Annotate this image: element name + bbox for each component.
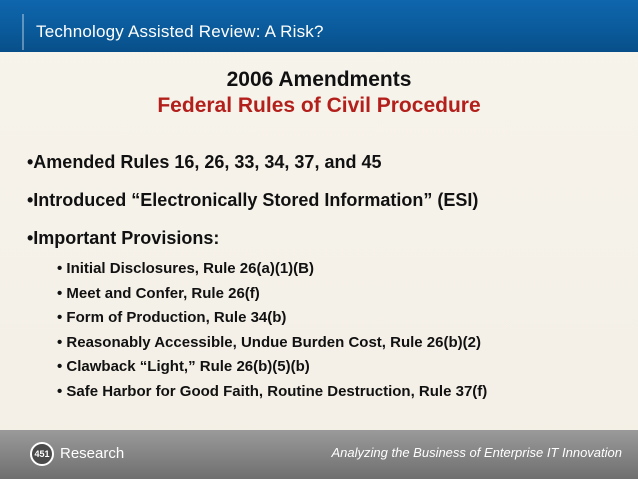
bullet-amended-rules: •Amended Rules 16, 26, 33, 34, 37, and 45	[27, 152, 382, 172]
provision-item: • Safe Harbor for Good Faith, Routine Destruction, Rule 37(f)	[57, 382, 488, 400]
slide-footer-bar	[0, 430, 638, 479]
slide-header-bar	[0, 0, 638, 52]
headline-amendments: 2006 Amendments	[226, 68, 412, 91]
headline-frcp: Federal Rules of Civil Procedure	[157, 94, 481, 117]
provision-item: • Reasonably Accessible, Undue Burden Cost, Rule 26(b)(2)	[57, 333, 481, 351]
header-divider	[22, 14, 24, 50]
provision-item: • Initial Disclosures, Rule 26(a)(1)(B)	[57, 260, 314, 277]
logo-text: Research	[60, 445, 125, 462]
bullet-important-provisions: •Important Provisions:	[27, 228, 220, 248]
provision-list	[27, 258, 627, 406]
slide-title: Technology Assisted Review: A Risk?	[36, 22, 324, 41]
provision-item: • Clawback “Light,” Rule 26(b)(5)(b)	[57, 358, 310, 376]
provision-item: • Form of Production, Rule 34(b)	[57, 309, 287, 327]
logo-badge-icon: 451	[30, 442, 54, 466]
bullet-esi: •Introduced “Electronically Stored Information” (ESI)	[27, 190, 479, 210]
provision-item: • Meet and Confer, Rule 26(f)	[57, 284, 260, 302]
bullet-list	[27, 150, 627, 406]
footer-tagline: Analyzing the Business of Enterprise IT Innovation	[331, 445, 622, 460]
